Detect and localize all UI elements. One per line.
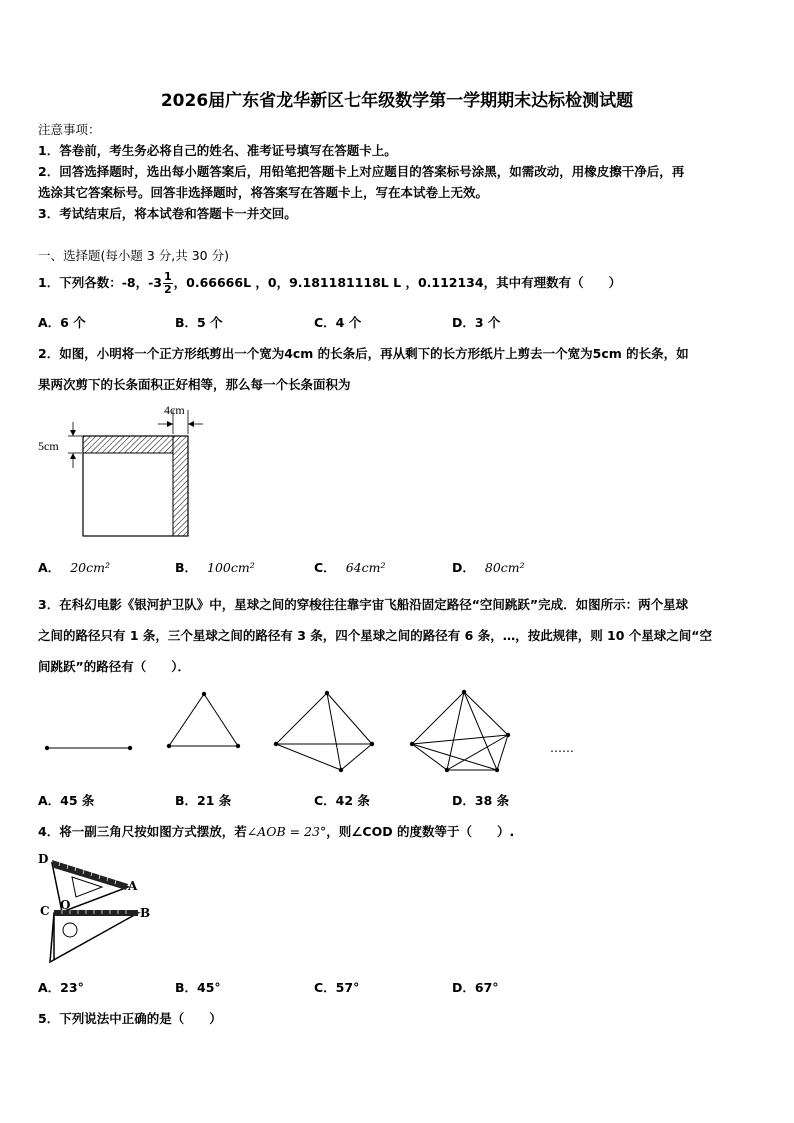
question-5: 5．下列说法中正确的是（ ） <box>38 1011 222 1026</box>
page-title: 2026届广东省龙华新区七年级数学第一学期期末达标检测试题 <box>160 91 634 111</box>
q1-prefix: 1．下列各数：-8，-3 <box>38 275 162 290</box>
q3-line-2: 之间的路径只有 1 条，三个星球之间的路径有 3 条，四个星球之间的路径有 6 条，…，按此规律，则 10 个星球之间“空 <box>38 628 713 643</box>
label-O: O <box>60 898 71 912</box>
q1-option-c: C．4 个 <box>314 315 362 330</box>
q4-option-a: A．23° <box>38 980 84 995</box>
notice-heading: 注意事项： <box>38 122 101 137</box>
notice-item-1: 1．答卷前，考生务必将自己的姓名、准考证号填写在答题卡上。 <box>38 143 397 158</box>
label-4cm: 4cm <box>164 403 185 417</box>
notice-item-2-cont: 选涂其它答案标号。回答非选择题时，将答案写在答题卡上，写在本试卷上无效。 <box>38 185 489 200</box>
q1-option-d: D．3 个 <box>452 315 501 330</box>
q3-line-1: 3．在科幻电影《银河护卫队》中，星球之间的穿梭往往靠宇宙飞船沿固定路径“空间跳跃”完成．如图所示：两个星球 <box>38 597 689 612</box>
q2-option-c: C． 64cm² <box>314 560 386 575</box>
q1-rest: ，0.66666L ，0，9.181181118L L ，0.112134，其中有理数有（ ） <box>173 275 622 290</box>
q3-ellipsis: …… <box>550 741 574 755</box>
label-C: C <box>40 904 50 918</box>
q3-option-b: B．21 条 <box>175 793 232 808</box>
q1-option-a: A．6 个 <box>38 315 86 330</box>
q1-fraction: $\frac{1}{2}$ <box>163 270 172 296</box>
q3-option-d: D．38 条 <box>452 793 510 808</box>
lower-set-square <box>50 910 138 962</box>
q3-line-3: 间跳跃”的路径有（ ）． <box>38 659 190 674</box>
notice-item-2: 2．回答选择题时，选出每小题答案后，用铅笔把答题卡上对应题目的答案标号涂黑，如需改动，用橡皮擦干净后，再 <box>38 164 685 179</box>
notice-item-3: 3．考试结束后，将本试卷和答题卡一并交回。 <box>38 206 297 221</box>
section-heading: 一、选择题(每小题 3 分,共 30 分) <box>38 248 229 263</box>
label-5cm: 5cm <box>38 439 59 453</box>
q2-option-d: D． 80cm² <box>452 560 525 575</box>
q4-option-c: C．57° <box>314 980 360 995</box>
q4-option-d: D．67° <box>452 980 499 995</box>
question-4: 4．将一副三角尺按如图方式摆放，若∠AOB = 23°，则∠COD 的度数等于（ ）. <box>38 824 515 839</box>
q2-option-b: B． 100cm² <box>175 560 255 575</box>
q3-option-a: A．45 条 <box>38 793 95 808</box>
q2-line-2: 果两次剪下的长条面积正好相等，那么每一个长条面积为 <box>38 377 351 392</box>
q3-option-c: C．42 条 <box>314 793 370 808</box>
label-D: D <box>38 852 49 866</box>
q2-option-a: A． 20cm² <box>38 560 110 575</box>
label-A: A <box>128 879 138 893</box>
q1-option-b: B．5 个 <box>175 315 223 330</box>
label-B: B <box>140 906 151 920</box>
q4-option-b: B．45° <box>175 980 221 995</box>
q2-line-1: 2．如图，小明将一个正方形纸剪出一个宽为4cm 的长条后，再从剩下的长方形纸片上剪去一个宽为5cm 的长条，如 <box>38 346 689 361</box>
